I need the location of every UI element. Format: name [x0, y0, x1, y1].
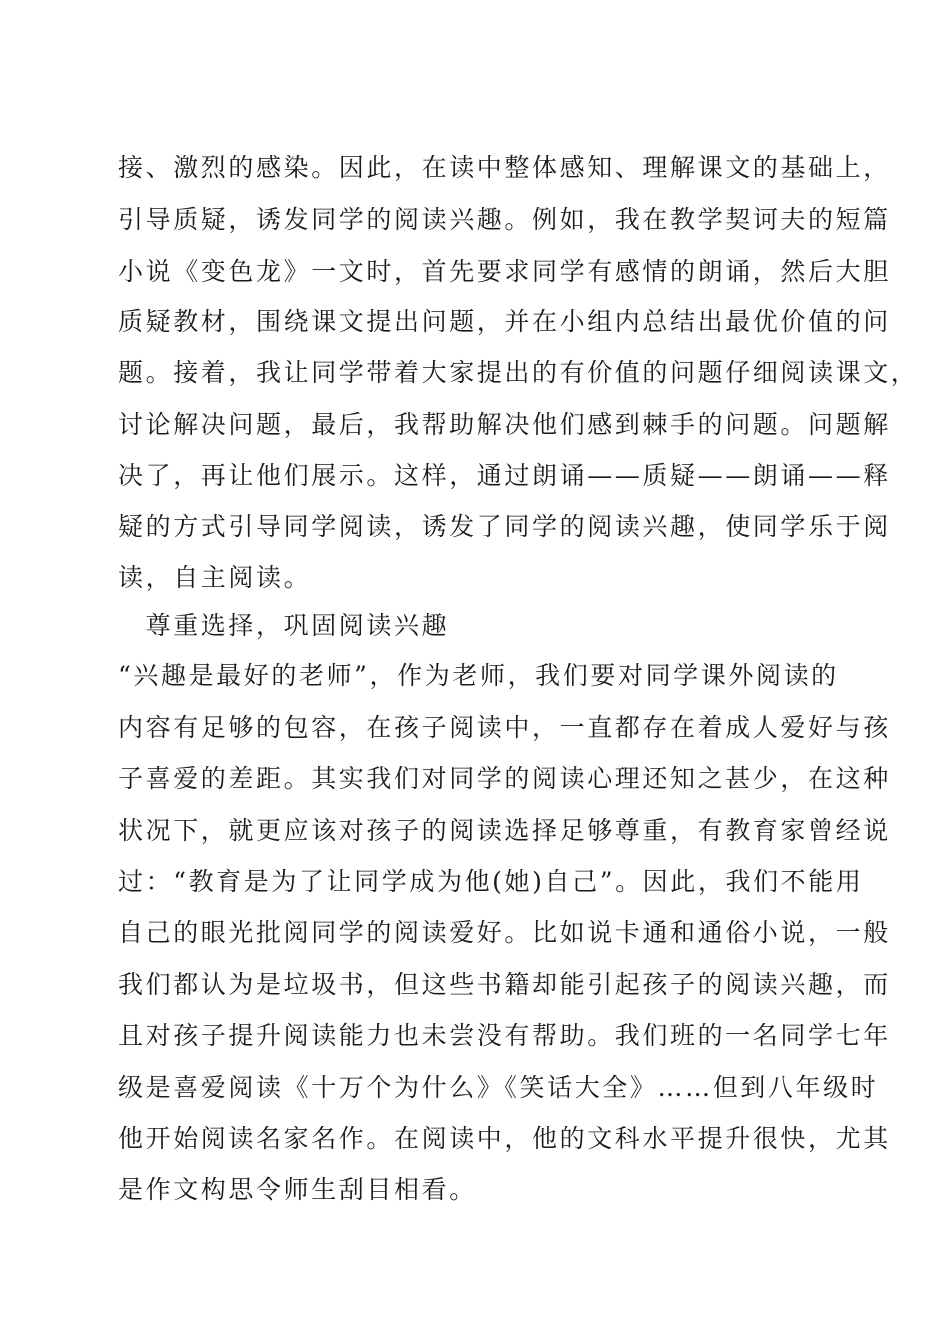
text-line: 子喜爱的差距。其实我们对同学的阅读心理还知之甚少，在这种 [118, 764, 891, 793]
text-line: 接、激烈的感染。因此，在读中整体感知、理解课文的基础上， [118, 153, 891, 182]
text-line: 疑的方式引导同学阅读，诱发了同学的阅读兴趣，使同学乐于阅 [118, 512, 891, 541]
text-line: 小说《变色龙》一文时，首先要求同学有感情的朗诵，然后大胆 [118, 257, 891, 286]
text-line: 内容有足够的包容，在孩子阅读中，一直都存在着成人爱好与孩 [118, 713, 891, 742]
text-line: 他开始阅读名家名作。在阅读中，他的文科水平提升很快，尤其 [118, 1124, 891, 1153]
section-heading: 尊重选择，巩固阅读兴趣 [118, 611, 450, 640]
text-line: 读，自主阅读。 [118, 563, 312, 592]
text-line: 过：“教育是为了让同学成为他(她)自己”。因此，我们不能用 [118, 867, 864, 896]
text-line: 讨论解决问题，最后，我帮助解决他们感到棘手的问题。问题解 [118, 410, 891, 439]
text-line: 题。接着，我让同学带着大家提出的有价值的问题仔细阅读课文， [118, 358, 919, 387]
text-line: 质疑教材，围绕课文提出问题，并在小组内总结出最优价值的问 [118, 307, 891, 336]
text-line: 决了，再让他们展示。这样，通过朗诵——质疑——朗诵——释 [118, 461, 891, 490]
text-line: 级是喜爱阅读《十万个为什么》《笑话大全》……但到八年级时 [118, 1073, 879, 1102]
text-line: “兴趣是最好的老师”，作为老师，我们要对同学课外阅读的 [118, 661, 839, 690]
text-line: 是作文构思令师生刮目相看。 [118, 1175, 477, 1204]
text-line: 状况下，就更应该对孩子的阅读选择足够尊重，有教育家曾经说 [118, 816, 891, 845]
text-line: 引导质疑，诱发同学的阅读兴趣。例如，我在教学契诃夫的短篇 [118, 205, 891, 234]
text-line: 且对孩子提升阅读能力也未尝没有帮助。我们班的一名同学七年 [118, 1021, 891, 1050]
text-line: 我们都认为是垃圾书，但这些书籍却能引起孩子的阅读兴趣，而 [118, 970, 891, 999]
text-line: 自己的眼光批阅同学的阅读爱好。比如说卡通和通俗小说，一般 [118, 918, 891, 947]
